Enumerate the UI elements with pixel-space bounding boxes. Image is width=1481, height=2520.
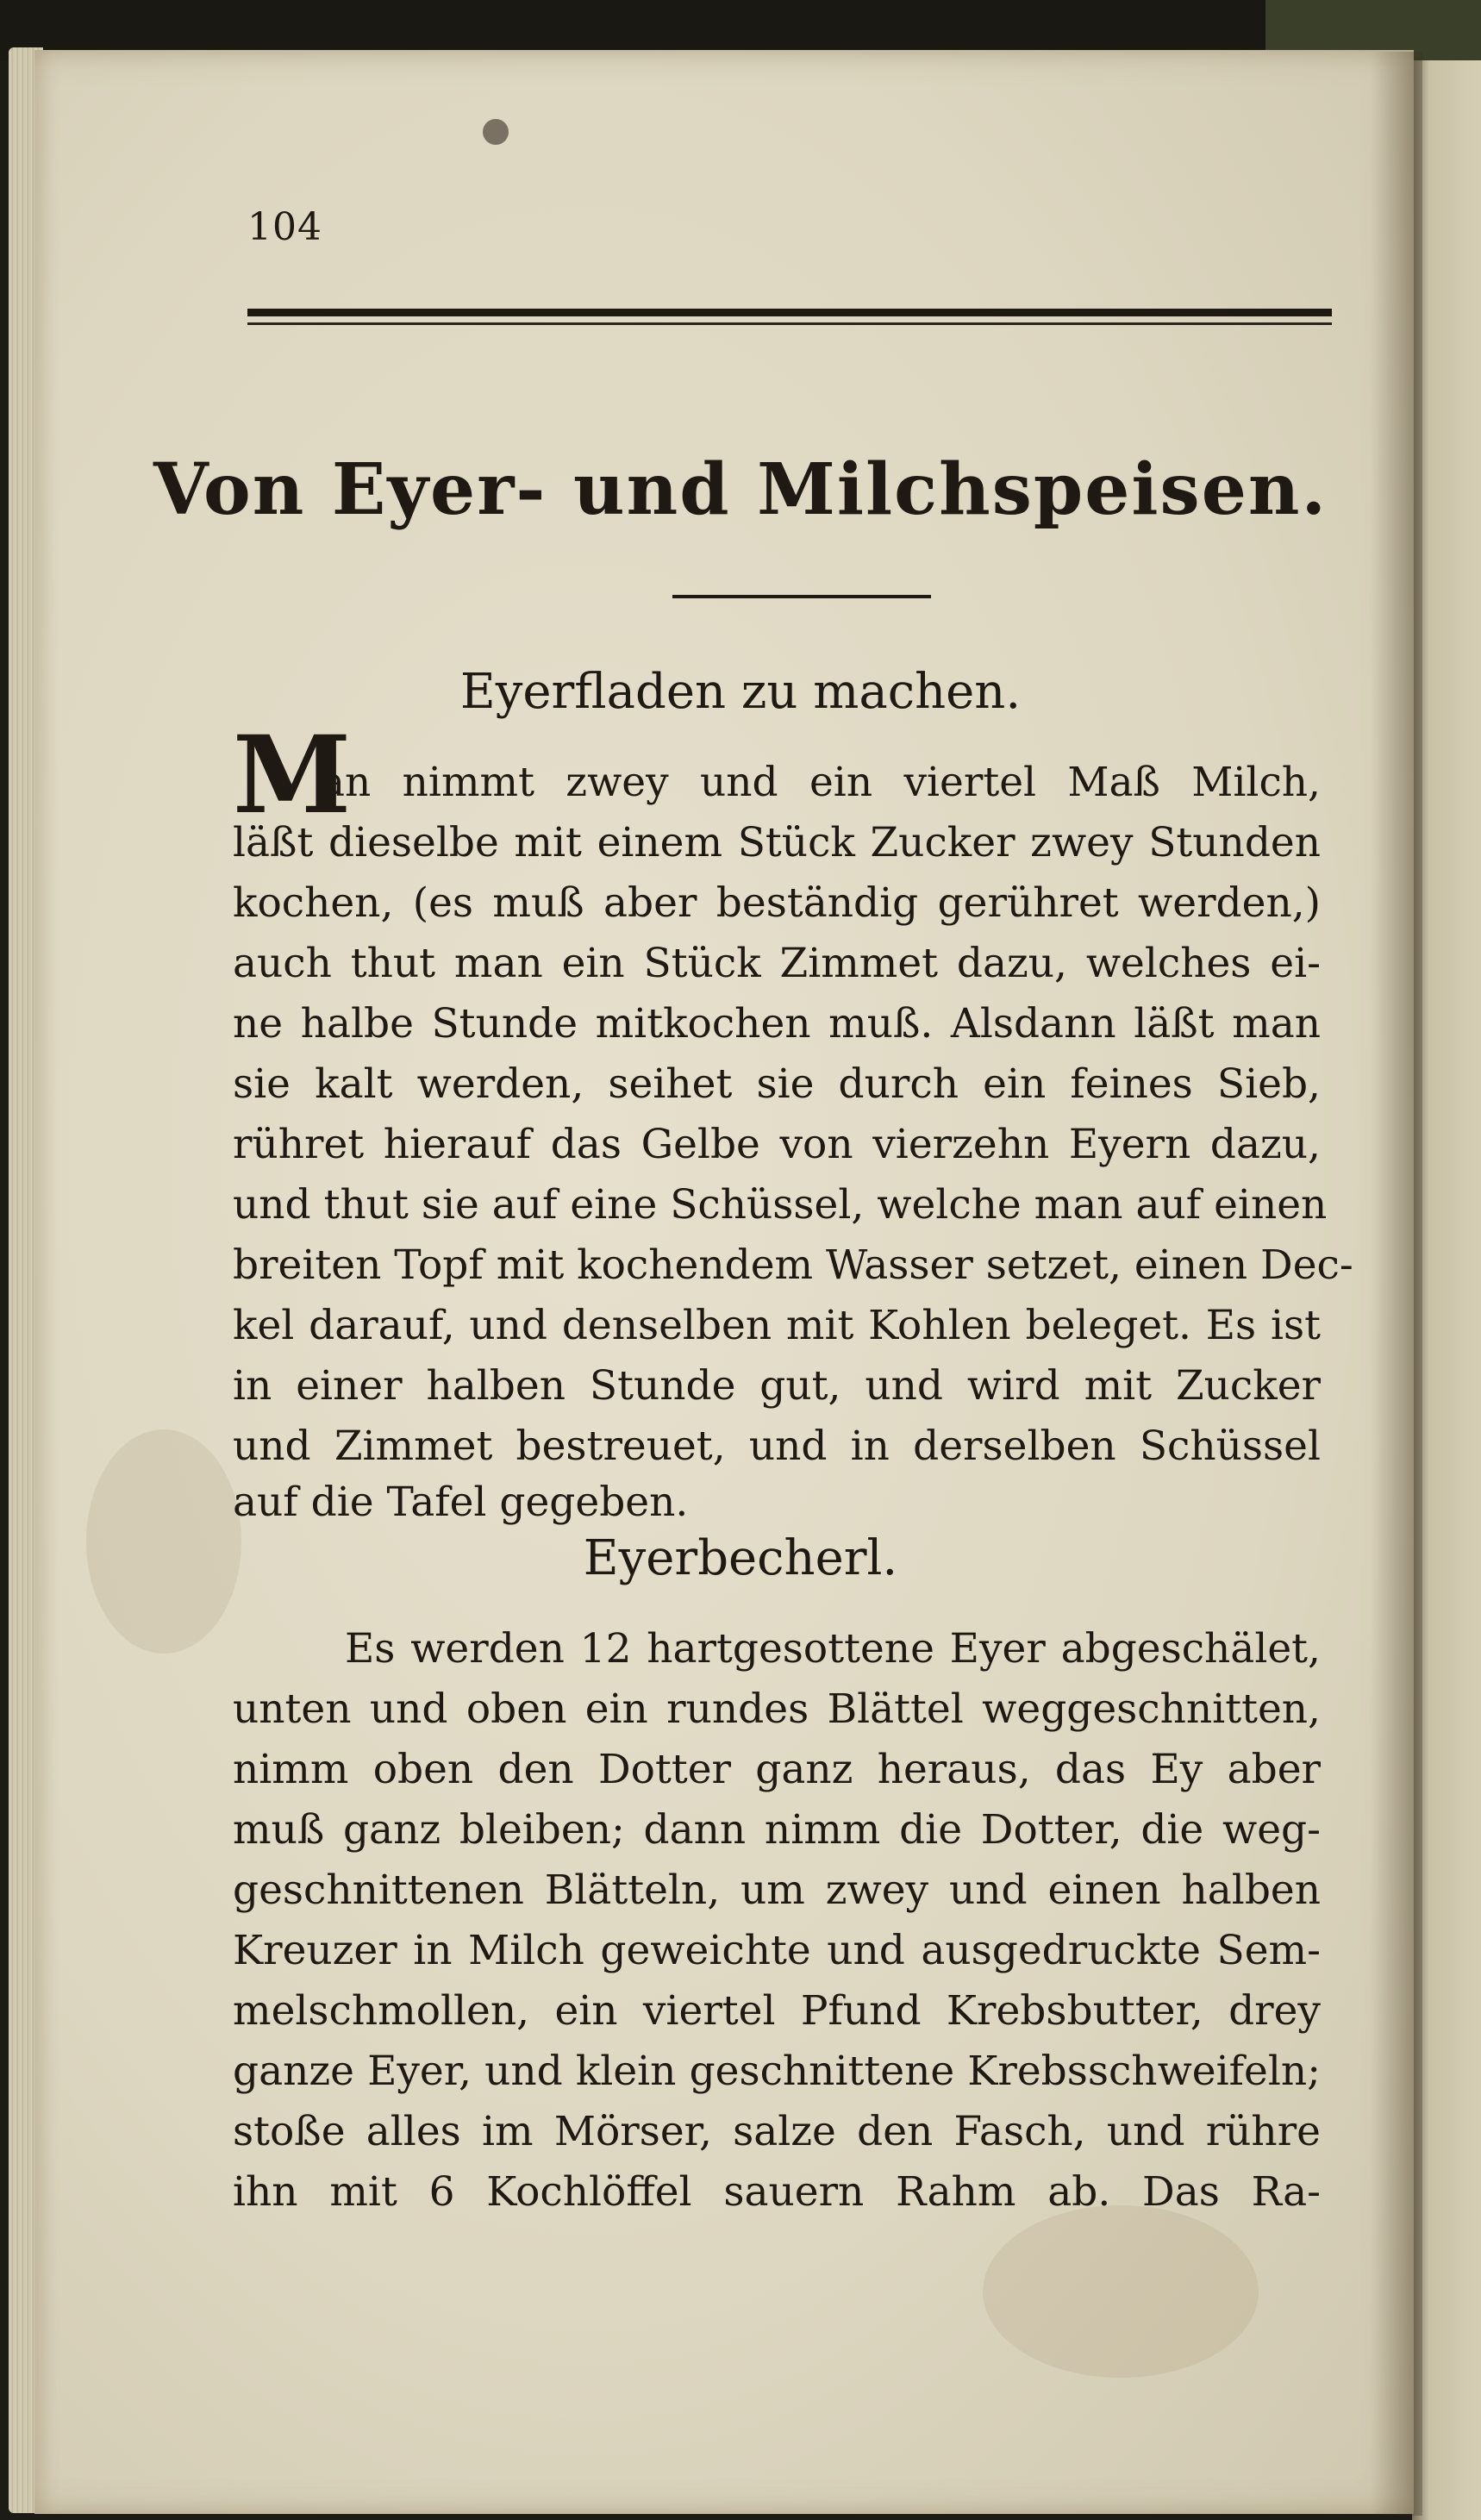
text-line: unten und oben ein rundes Blättel weggeschnitten,	[233, 1685, 1321, 1733]
section-heading: Eyerbecherl.	[583, 1530, 898, 1586]
text-line: und Zimmet bestreuet, und in derselben Schüssel	[233, 1423, 1321, 1470]
header-rule	[247, 309, 1332, 316]
text-line: an nimmt zwey und ein viertel Maß Milch,	[321, 759, 1321, 806]
text-line: ne halbe Stunde mitkochen muß. Alsdann läßt man	[233, 1000, 1321, 1047]
text-line: kel darauf, und denselben mit Kohlen beleget. Es ist	[233, 1302, 1321, 1349]
text-line: sie kalt werden, seihet sie durch ein feines Sieb,	[233, 1060, 1321, 1108]
text-line: auch thut man ein Stück Zimmet dazu, welches ei-	[233, 940, 1321, 987]
text-line: läßt dieselbe mit einem Stück Zucker zwey Stunden	[233, 819, 1321, 866]
text-line: rühret hierauf das Gelbe von vierzehn Eyern dazu,	[233, 1121, 1321, 1168]
chapter-title: Von Eyer- und Milchspeisen.	[153, 448, 1328, 531]
paper-stain	[983, 2205, 1259, 2378]
text-line: geschnittenen Blätteln, um zwey und einen halben	[233, 1867, 1321, 1914]
section-heading: Eyerfladen zu machen.	[459, 664, 1022, 720]
text-line: in einer halben Stunde gut, und wird mit Zucker	[233, 1362, 1321, 1410]
text-line: ganze Eyer, und klein geschnittene Krebsschweifeln;	[233, 2048, 1321, 2095]
page-number: 104	[247, 205, 322, 249]
text-line: melschmollen, ein viertel Pfund Krebsbutter, drey	[233, 1987, 1321, 2035]
text-line: Es werden 12 hartgesottene Eyer abgeschälet,	[345, 1625, 1321, 1673]
facing-page-edge	[1412, 60, 1481, 2520]
text-line: und thut sie auf eine Schüssel, welche man auf einen	[233, 1181, 1328, 1229]
header-rule-thin	[247, 322, 1332, 325]
gutter-shadow	[1371, 52, 1422, 2516]
text-line: breiten Topf mit kochendem Wasser setzet, einen Dec-	[233, 1241, 1353, 1289]
text-line: kochen, (es muß aber beständig gerühret werden,)	[233, 879, 1321, 927]
text-line: nimm oben den Dotter ganz heraus, das Ey aber	[233, 1746, 1321, 1793]
text-line: stoße alles im Mörser, salze den Fasch, und rühre	[233, 2108, 1321, 2155]
title-divider	[672, 595, 931, 598]
text-line: muß ganz bleiben; dann nimm die Dotter, die weg-	[233, 1806, 1321, 1854]
text-line: ihn mit 6 Kochlöffel sauern Rahm ab. Das Ra-	[233, 2168, 1321, 2216]
drop-cap: M	[233, 713, 352, 838]
text-line: Kreuzer in Milch geweichte und ausgedruckte Sem-	[233, 1927, 1321, 1974]
ink-spot	[483, 119, 509, 145]
text-line: auf die Tafel gegeben.	[233, 1479, 689, 1526]
